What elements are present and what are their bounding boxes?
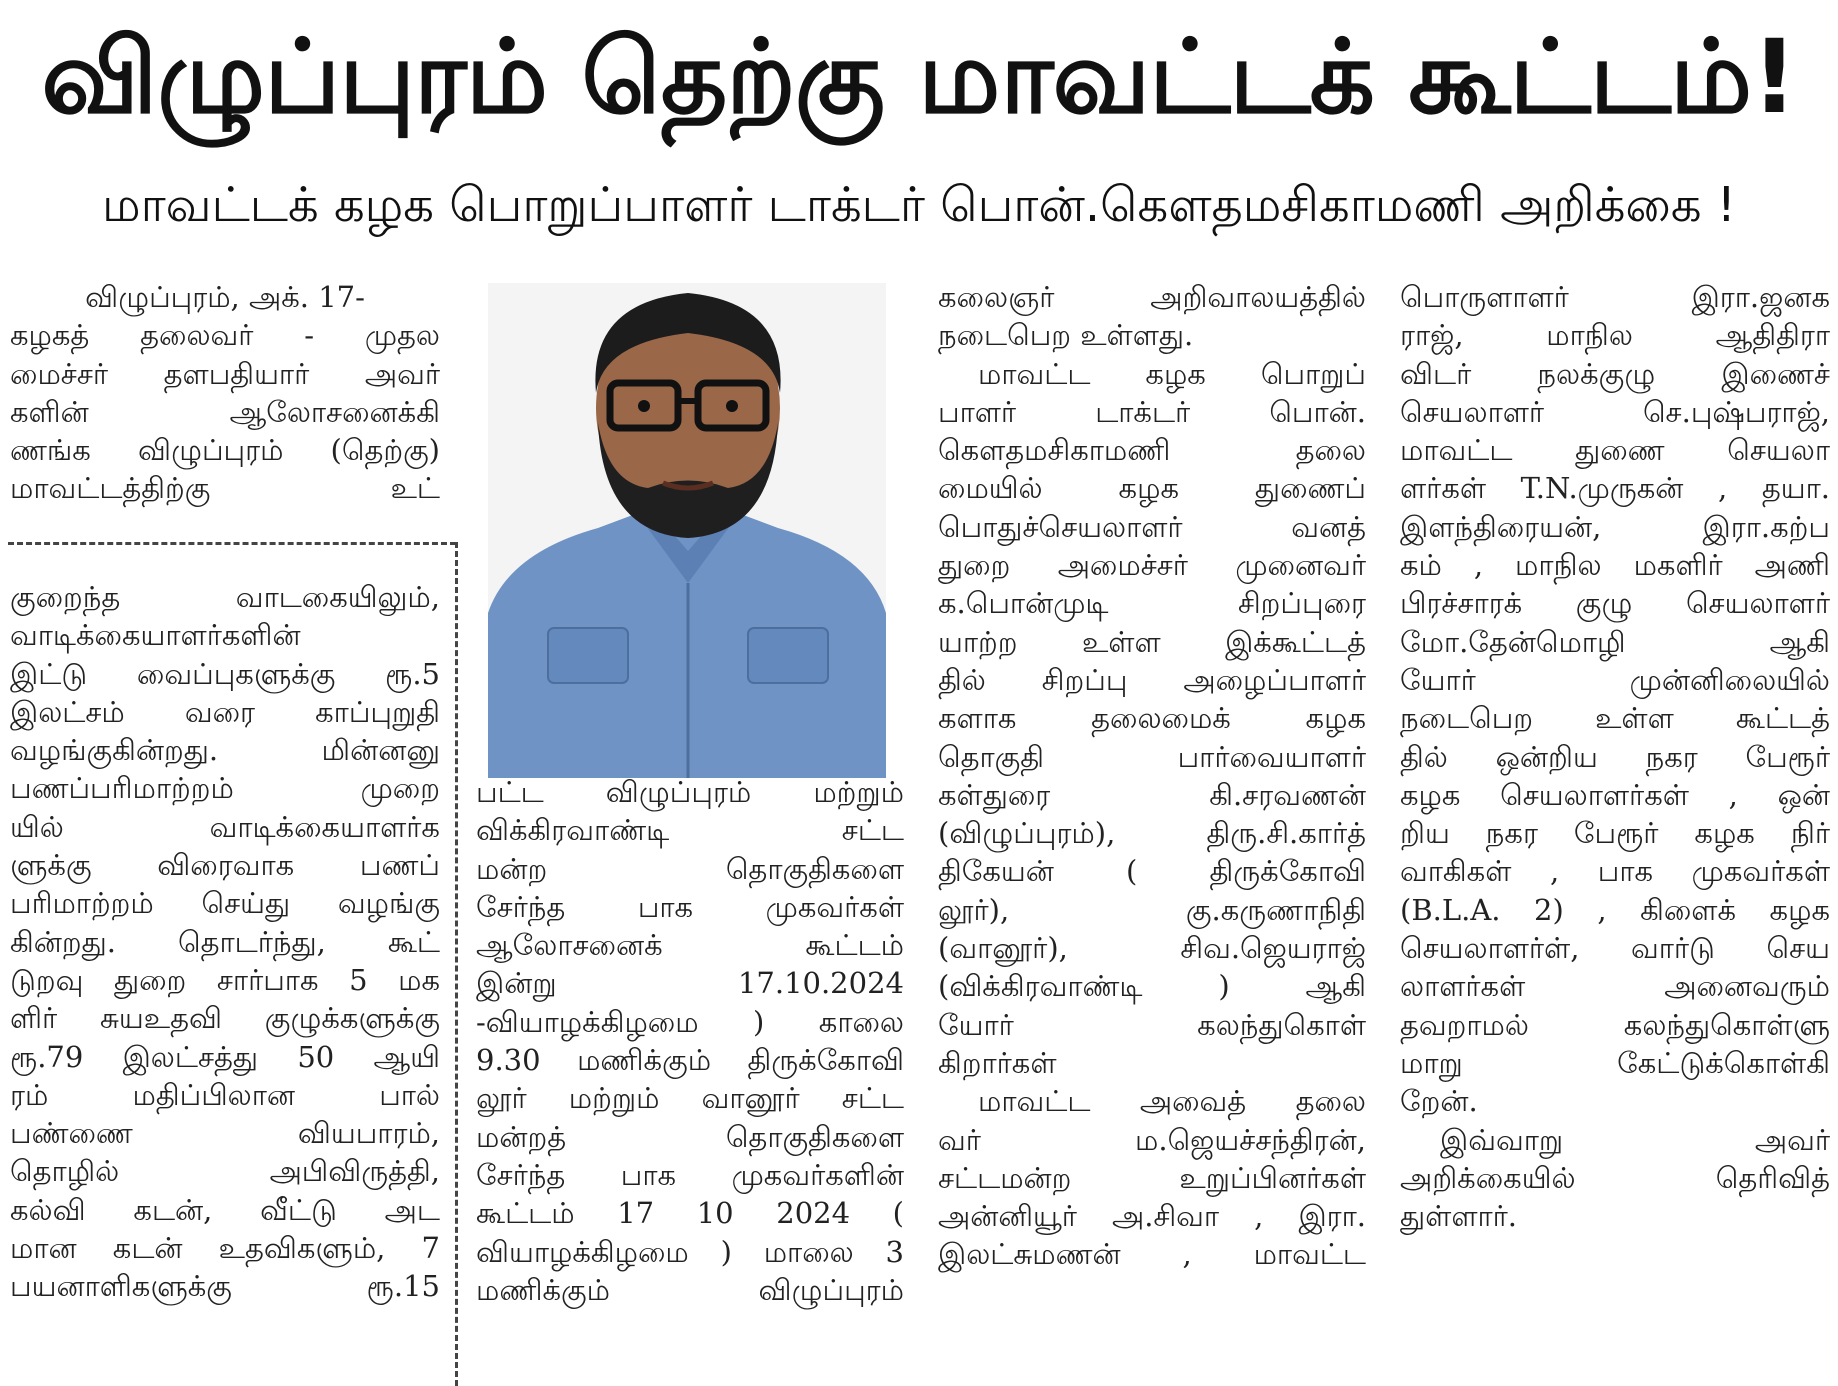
article-line: ணங்க விழுப்புரம் (தெற்கு) [10,433,440,468]
article-line: தில் சிறப்பு அழைப்பாளர் [938,662,1366,697]
article-line: கல்வி கடன், வீட்டு அட [10,1192,440,1227]
article-line: பொதுச்செயலாளர் வனத் [938,509,1366,544]
article-line: மன்றத் தொகுதிகளை [476,1119,904,1154]
article-line: திகேயன் ( திருக்கோவி [938,854,1366,889]
article-line: களாக தலைமைக் கழக [938,701,1366,736]
article-line: மைச்சர் தளபதியார் அவர் [10,356,440,391]
article-line: தில் ஒன்றிய நகர பேரூர் [1400,739,1830,774]
article-line: சேர்ந்த பாக முகவர்களின் [476,1157,904,1192]
article-column-3 [938,278,1366,1386]
article-line: கழகத் தலைவர் - முதல [10,318,440,353]
article-line: செயலாளர்ள், வார்டு செய [1400,931,1830,966]
article-line: தொகுதி பார்வையாளர் [938,739,1366,774]
article-line: நடைபெற உள்ளது. [938,318,1194,353]
article-line: றேன். [1400,1084,1478,1119]
article-line: ரம் மதிப்பிலான பால் [10,1077,440,1112]
article-line: களின் ஆலோசனைக்கி [10,394,440,429]
article-line: (விழுப்புரம்), திரு.சி.கார்த் [938,816,1366,851]
article-line: துள்ளார். [1400,1199,1518,1234]
article-line: யில் வாடிக்கையாளர்க [10,809,440,844]
article-line: பட்ட விழுப்புரம் மற்றும் [476,775,904,809]
article-line: பயனாளிகளுக்கு ரூ.15 [10,1269,440,1304]
article-line: மாவட்ட துணை செயலா [1400,433,1830,468]
article-line: கிறார்கள் [938,1045,1057,1080]
article-line: 9.30 மணிக்கும் திருக்கோவி [476,1043,904,1078]
article-line: குறைந்த வாடகையிலும், [10,580,440,614]
article-line: இவ்வாறு அவர் [1440,1122,1830,1157]
article-line: கூட்டம் 17 10 2024 ( [476,1196,904,1231]
article-line: அறிக்கையில் தெரிவித் [1400,1160,1830,1195]
article-line: லூர்), கு.கருணாநிதி [938,892,1366,927]
article-line: துறை அமைச்சர் முனைவர் [938,548,1366,583]
article-line: வர் ம.ஜெயச்சந்திரன், [938,1122,1366,1157]
article-line: பொருளாளர் இரா.ஜனக [1400,280,1830,314]
article-line: றிய நகர பேரூர் கழக நிர் [1400,816,1830,851]
article-column-2 [476,773,904,1386]
article-column-4 [1400,278,1830,1234]
article-line: வழங்குகின்றது. மின்னனு [10,733,440,768]
article-line: மணிக்கும் விழுப்புரம் [476,1272,904,1307]
article-line: லூர் மற்றும் வானூர் சட்ட [476,1081,904,1116]
article-line: பண்ணை வியபாரம், [10,1116,440,1151]
article-line: டுறவு துறை சார்பாக 5 மக [10,962,440,997]
article-line: (வானூர்), சிவ.ஜெயராஜ் [938,931,1366,966]
article-line: இன்று 17.10.2024 [476,966,904,1001]
article-line: க.பொன்முடி சிறப்புரை [938,586,1366,621]
article-line: நடைபெற உள்ள கூட்டத் [1400,701,1830,736]
dashed-divider-vertical [455,542,458,1386]
article-line: ஆலோசனைக் கூட்டம் [476,928,904,963]
article-line: யோர் கலந்துகொள் [938,1007,1366,1042]
article-line: தவறாமல் கலந்துகொள்ளு [1400,1007,1830,1042]
article-line: விடர் நலக்குழு இணைச் [1400,356,1830,391]
subheadline: மாவட்டக் கழக பொறுப்பாளர் டாக்டர் பொன்.கௌதமசிகாமணி அறிக்கை ! [101,177,1737,233]
article-line: இலட்சம் வரை காப்புறுதி [10,694,440,729]
article-line: பாளர் டாக்டர் பொன். [938,394,1366,429]
article-line: கலைஞர் அறிவாலயத்தில் [938,280,1366,314]
article-column-1-top [10,278,440,543]
article-line: இலட்சுமணன் , மாவட்ட [938,1237,1366,1272]
article-line: ளுக்கு விரைவாக பணப் [10,848,440,883]
article-line: பணப்பரிமாற்றம் முறை [10,771,440,806]
article-line: மாறு கேட்டுக்கொள்கி [1400,1045,1830,1080]
article-line: பரிமாற்றம் செய்து வழங்கு [10,886,440,921]
article-line: ராஜ், மாநில ஆதிதிரா [1400,318,1830,353]
article-line: ரூ.79 இலட்சத்து 50 ஆயி [10,1039,440,1074]
article-line: அன்னியூர் அ.சிவா , இரா. [938,1199,1366,1234]
article-line: யோர் முன்னிலையில் [1400,662,1830,697]
portrait-photo [488,283,886,778]
article-line: செயலாளர் செ.புஷ்பராஜ், [1400,394,1830,429]
article-line: பிரச்சாரக் குழு செயலாளர் [1400,586,1830,621]
article-line: தொழில் அபிவிருத்தி, [10,1154,440,1189]
headline: விழுப்புரம் தெற்கு மாவட்டக் கூட்டம்! [41,18,1797,137]
article-line: மோ.தேன்மொழி ஆகி [1400,624,1830,659]
dashed-divider-horizontal [8,542,456,545]
article-line: வியாழக்கிழமை ) மாலை 3 [476,1234,904,1269]
article-line: இட்டு வைப்புகளுக்கு ரூ.5 [10,656,440,691]
article-line: கௌதமசிகாமணி தலை [938,433,1366,468]
article-line: இளந்திரையன், இரா.கற்ப [1400,509,1830,544]
article-line: (விக்கிரவாண்டி ) ஆகி [938,969,1366,1004]
article-line: கள்துரை கி.சரவணன் [938,777,1366,812]
article-line: வாடிக்கையாளர்களின் [10,618,301,653]
article-line: சட்டமன்ற உறுப்பினர்கள் [938,1160,1366,1195]
article-line: விழுப்புரம், அக். 17- [85,280,365,314]
article-line: (B.L.A. 2) , கிளைக் கழக [1400,892,1830,927]
article-line: யாற்ற உள்ள இக்கூட்டத் [938,624,1366,659]
article-line: விக்கிரவாண்டி சட்ட [476,813,904,848]
article-line: லாளர்கள் அனைவரும் [1400,969,1830,1004]
article-line: கம் , மாநில மகளிர் அணி [1400,548,1830,583]
article-line: சேர்ந்த பாக முகவர்கள் [476,889,904,924]
article-column-1-bottom [10,578,440,1386]
article-line: வாகிகள் , பாக முகவர்கள் [1400,854,1830,889]
article-line: ளிர் சுயஉதவி குழுக்களுக்கு [10,1001,440,1036]
article-line: மான கடன் உதவிகளும், 7 [10,1231,440,1266]
article-line: மாவட்டத்திற்கு உட் [10,471,440,506]
article-line: ளர்கள் T.N.முருகன் , தயா. [1400,471,1830,506]
article-line: மாவட்ட அவைத் தலை [978,1084,1366,1119]
article-line: கின்றது. தொடர்ந்து, கூட் [10,924,440,959]
article-line: -வியாழக்கிழமை ) காலை [476,1004,904,1039]
article-line: மாவட்ட கழக பொறுப் [978,356,1366,391]
article-line: மையில் கழக துணைப் [938,471,1366,506]
article-line: கழக செயலாளர்கள் , ஒன் [1400,777,1830,812]
article-line: மன்ற தொகுதிகளை [476,851,904,886]
